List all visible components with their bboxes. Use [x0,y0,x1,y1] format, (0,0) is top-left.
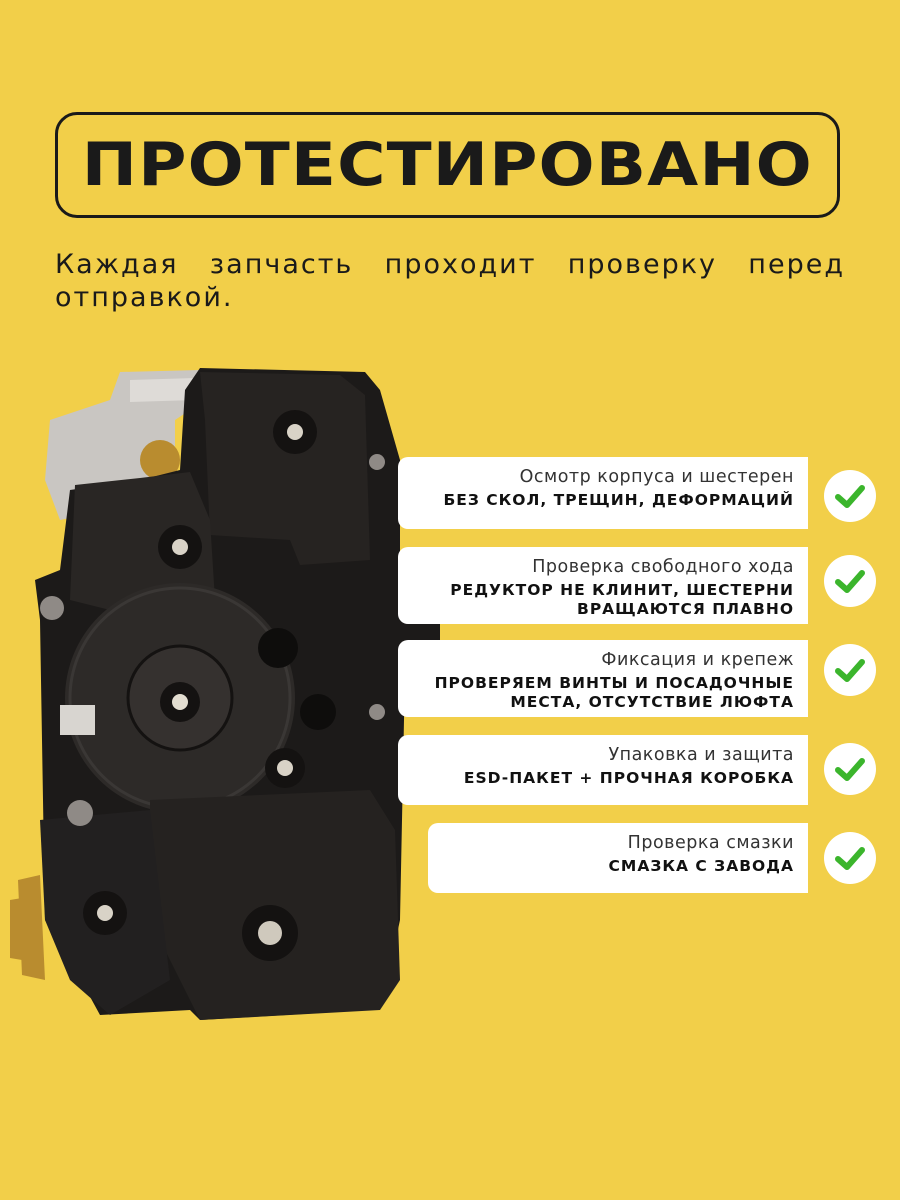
subtitle: Каждая запчасть проходит проверку перед отправкой. [55,249,845,313]
checklist-item-desc: ПРОВЕРЯЕМ ВИНТЫ И ПОСАДОЧНЫЕ МЕСТА, ОТСУТСТВИЕ ЛЮФТА [434,674,794,711]
checklist-item-title: Фиксация и крепеж [601,650,794,670]
checklist-item-desc: ESD-ПАКЕТ + ПРОЧНАЯ КОРОБКА [463,769,794,787]
checklist-item-title: Осмотр корпуса и шестерен [519,467,794,487]
check-icon [824,832,876,884]
page-title: ПРОТЕСТИРОВАНО [81,130,814,200]
check-icon [824,743,876,795]
checklist-item-desc: СМАЗКА С ЗАВОДА [608,857,794,875]
checklist-item-free-play [398,547,808,624]
product-image [0,360,460,1040]
checklist-item-title: Проверка свободного хода [532,557,794,577]
check-icon [824,644,876,696]
checklist-item-lubrication [428,823,808,893]
checklist-item-desc: РЕДУКТОР НЕ КЛИНИТ, ШЕСТЕРНИ ВРАЩАЮТСЯ ПЛАВНО [450,581,794,618]
checklist-item-title: Проверка смазки [627,833,794,853]
check-icon [824,555,876,607]
title-frame [55,112,840,218]
checklist-item-desc: БЕЗ СКОЛ, ТРЕЩИН, ДЕФОРМАЦИЙ [443,491,794,509]
checklist-item-title: Упаковка и защита [608,745,794,765]
checklist-item-fastening [398,640,808,717]
check-icon [824,470,876,522]
checklist-item-packaging [398,735,808,805]
checklist-item-housing [398,457,808,529]
